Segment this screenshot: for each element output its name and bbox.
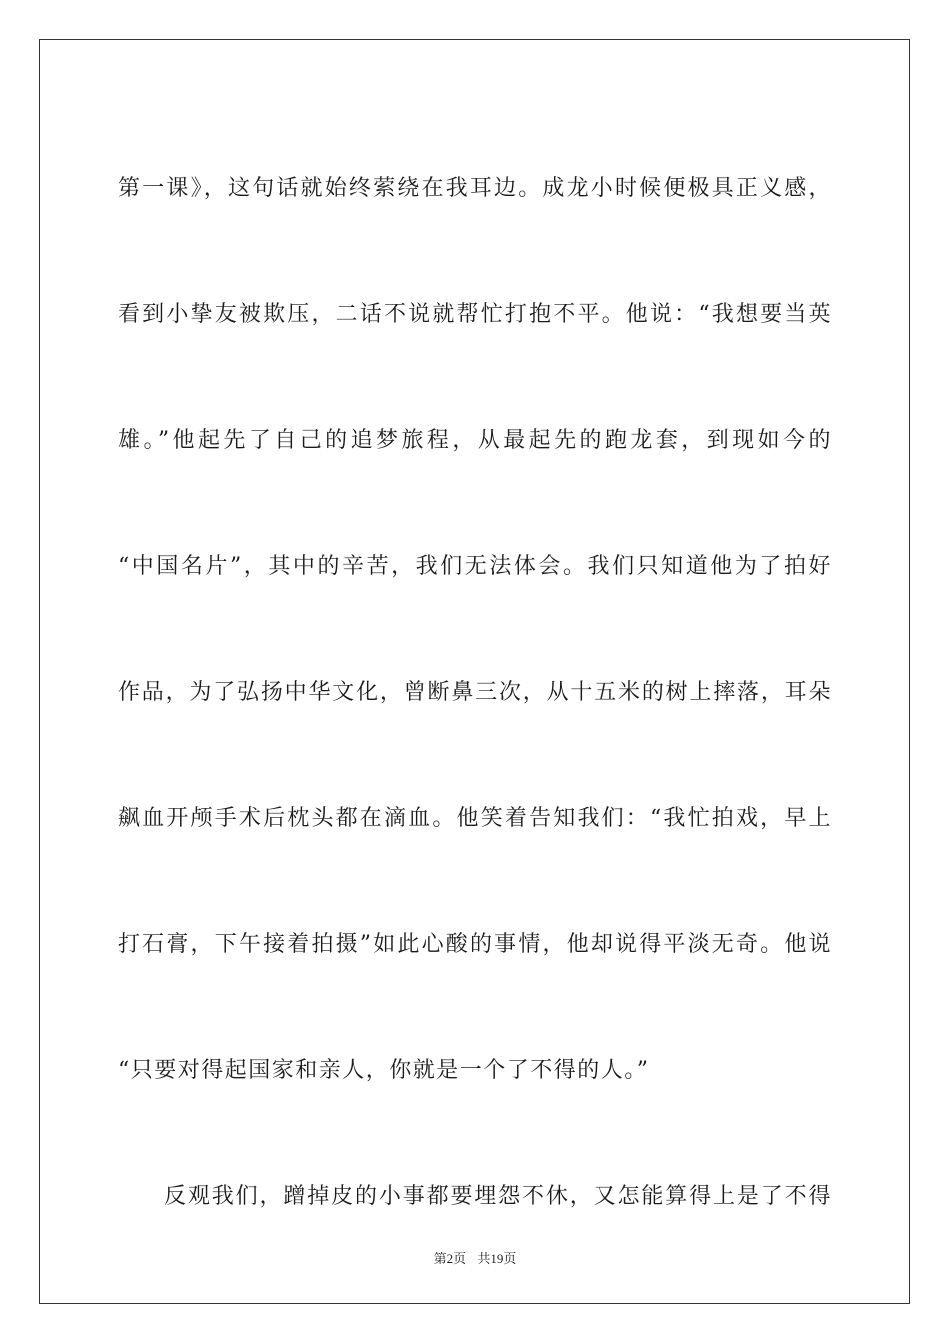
page-number: 第2页 <box>433 1251 467 1266</box>
text-line: “只要对得起国家和亲人，你就是一个了不得的人。” <box>118 1058 650 1083</box>
text-line: 打石膏，下午接着拍摄”如此心酸的事情，他却说得平淡无奇。他说 <box>118 932 832 957</box>
text-line: 飙血开颅手术后枕头都在滴血。他笑着告知我们：“我忙拍戏，早上 <box>118 806 832 831</box>
page-footer <box>0 1248 950 1267</box>
page-total: 共19页 <box>477 1251 517 1266</box>
text-line: 看到小挚友被欺压，二话不说就帮忙打抱不平。他说：“我想要当英 <box>118 302 832 327</box>
text-line: 作品，为了弘扬中华文化，曾断鼻三次，从十五米的树上摔落，耳朵 <box>118 680 832 705</box>
paragraph <box>118 1134 832 1260</box>
text-line: “中国名片”，其中的辛苦，我们无法体会。我们只知道他为了拍好 <box>118 554 832 579</box>
text-line: 反观我们，蹭掉皮的小事都要埋怨不休，又怎能算得上是了不得 <box>164 1184 832 1209</box>
paragraph <box>118 126 832 1134</box>
document-body <box>118 126 832 1260</box>
text-line: 第一课》，这句话就始终萦绕在我耳边。成龙小时候便极具正义感， <box>118 176 832 201</box>
text-line: 雄。”他起先了自己的追梦旅程，从最起先的跑龙套，到现如今的 <box>118 428 832 453</box>
